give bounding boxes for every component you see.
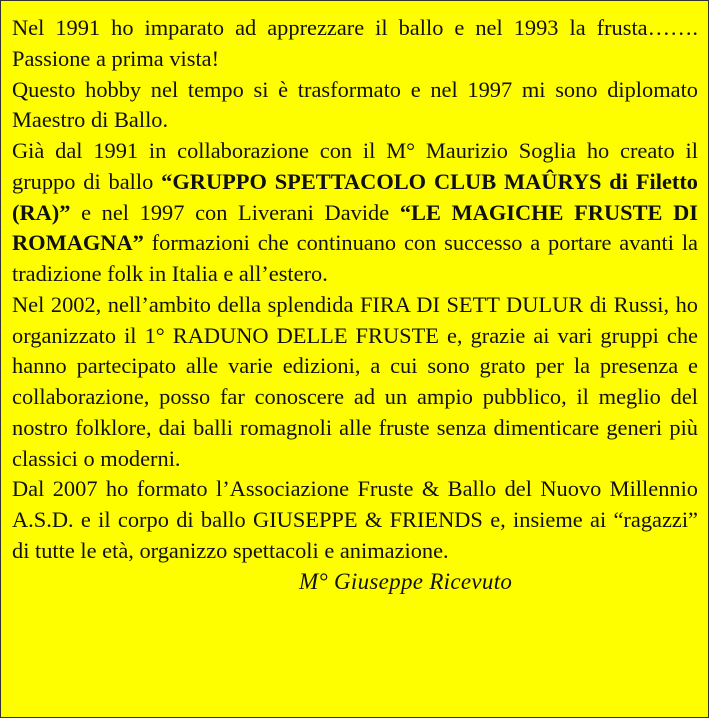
paragraph-diploma: Questo hobby nel tempo si è trasformato e nel 1997 mi sono diplomato Maestro di Ballo. bbox=[12, 76, 698, 133]
signature: M° Giuseppe Ricevuto bbox=[299, 568, 513, 594]
dance-groups-text-1: Già dal 1991 in collaborazione con il M° Maurizio Soglia ho creato il gruppo di ballo bbox=[12, 138, 698, 194]
paragraph-raduno: Nel 2002, nell’ambito della splendida FIRA DI SETT DULUR di Russi, ho organizzato il 1° RADUNO DELLE FRUSTE e, grazie ai vari gruppi che hanno partecipato alle varie edizioni, a cui sono grato per la presenza e collaborazione, posso far conoscere ad un ampio pubblico, il meglio del nostro folklore, dai balli romagnoli alle fruste senza dimenticare generi più classici o moderni. bbox=[12, 291, 698, 471]
group-name-magiche-fruste: “LE MAGICHE FRUSTE DI ROMAGNA” bbox=[12, 199, 698, 256]
dance-groups-text-3: formazioni che continuano con successo a portare avanti la tradizione folk in Italia e all’estero. bbox=[12, 230, 698, 286]
paragraph-beginnings: Nel 1991 ho imparato ad apprezzare il ballo e nel 1993 la frusta……. Passione a prima vista! bbox=[12, 15, 698, 71]
dance-groups-text-2: e nel 1997 con Liverani Davide bbox=[70, 199, 400, 225]
group-name-spettacolo-club: “GRUPPO SPETTACOLO CLUB MAÛRYS di Filetto (RA)” bbox=[12, 168, 698, 225]
paragraph-dance-groups bbox=[12, 136, 698, 290]
paragraph-association: Dal 2007 ho formato l’Associazione Fruste & Ballo del Nuovo Millennio A.S.D. e il corpo di ballo GIUSEPPE & FRIENDS e, insieme ai “ragazzi” di tutte le età, organizzo spettacoli e animazione. bbox=[12, 476, 698, 563]
